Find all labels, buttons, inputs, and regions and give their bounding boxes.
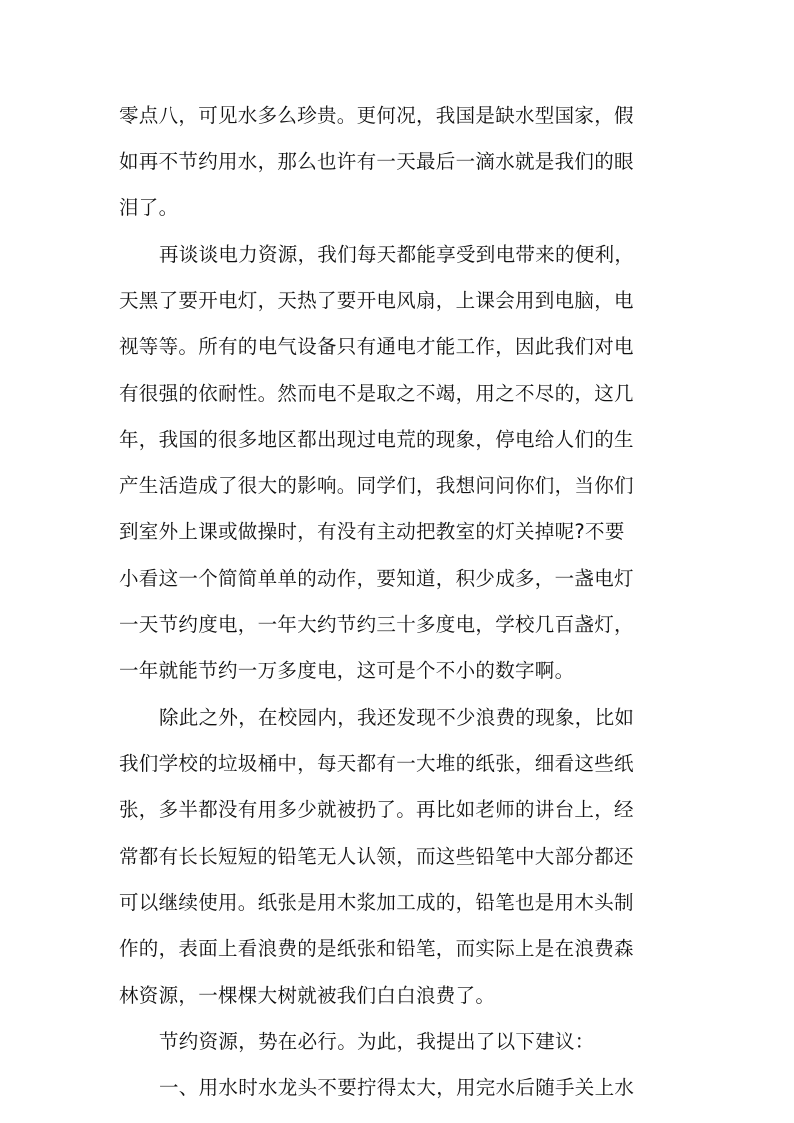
text-line: 常都有长长短短的铅笔无人认领，而这些铅笔中大部分都还 xyxy=(119,845,634,868)
paragraph-start-line: 一、用水时水龙头不要拧得太大，用完水后随手关上水 xyxy=(159,1076,635,1099)
text-line: 小看这一个简简单单的动作，要知道，积少成多，一盏电灯 xyxy=(119,567,634,590)
text-line: 如再不节约用水，那么也许有一天最后一滴水就是我们的眼 xyxy=(119,150,634,173)
paragraph-start-line: 再谈谈电力资源，我们每天都能享受到电带来的便利， xyxy=(159,243,635,266)
text-line: 零点八，可见水多么珍贵。更何况，我国是缺水型国家，假 xyxy=(119,104,634,127)
text-line: 一天节约度电，一年大约节约三十多度电，学校几百盏灯， xyxy=(119,613,634,636)
text-line: 作的，表面上看浪费的是纸张和铅笔，而实际上是在浪费森 xyxy=(119,937,634,960)
text-line: 林资源，一棵棵大树就被我们白白浪费了。 xyxy=(119,984,496,1007)
text-line: 天黑了要开电灯，天热了要开电风扇，上课会用到电脑，电 xyxy=(119,289,634,312)
text-line: 张，多半都没有用多少就被扔了。再比如老师的讲台上，经 xyxy=(119,798,634,821)
text-line: 视等等。所有的电气设备只有通电才能工作，因此我们对电 xyxy=(119,335,634,358)
text-line: 到室外上课或做操时，有没有主动把教室的灯关掉呢?不要 xyxy=(119,520,625,543)
paragraph-start-line: 除此之外，在校园内，我还发现不少浪费的现象，比如 xyxy=(159,706,635,729)
text-line: 产生活造成了很大的影响。同学们，我想问问你们，当你们 xyxy=(119,474,634,497)
text-line: 年，我国的很多地区都出现过电荒的现象，停电给人们的生 xyxy=(119,428,634,451)
paragraph-start-line: 节约资源，势在必行。为此，我提出了以下建议： xyxy=(159,1030,595,1053)
text-line: 可以继续使用。纸张是用木浆加工成的，铅笔也是用木头制 xyxy=(119,891,634,914)
text-line: 有很强的依耐性。然而电不是取之不竭，用之不尽的，这几 xyxy=(119,382,634,405)
text-line: 一年就能节约一万多度电，这可是个不小的数字啊。 xyxy=(119,659,575,682)
text-line: 我们学校的垃圾桶中，每天都有一大堆的纸张，细看这些纸 xyxy=(119,752,634,775)
text-line: 泪了。 xyxy=(119,196,179,219)
